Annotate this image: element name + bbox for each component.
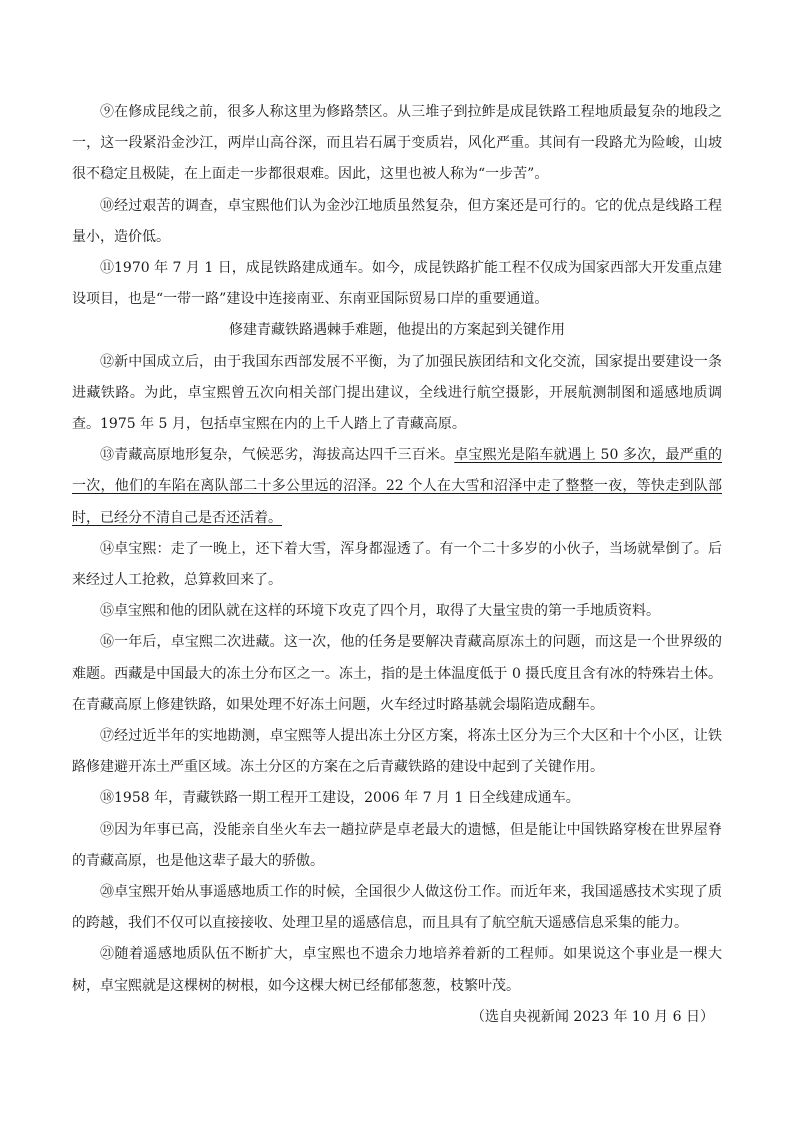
paragraph-14: ⑭卓宝熙：走了一晚上，还下着大雪，浑身都湿透了。有一个二十多岁的小伙子，当场就晕倒了。后来经过人工抢救，总算救回来了。 <box>72 540 722 589</box>
source-citation: （选自央视新闻 2023 年 10 月 6 日） <box>470 1008 714 1025</box>
paragraph-17: ⑰经过近半年的实地勘测，卓宝熙等人提出冻土分区方案，将冻土区分为三个大区和十个小区，让铁路修建避开冻土严重区域。冻土分区的方案在之后青藏铁路的建设中起到了关键作用。 <box>72 728 722 776</box>
paragraph-9: ⑨在修成昆线之前，很多人称这里为修路禁区。从三堆子到拉鲊是成昆铁路工程地质最复杂的地段之一，这一段紧沿金沙江，两岸山高谷深，而且岩石属于变质岩，风化严重。其间有一段路尤为险峻，山坡很不稳定且极陡，在上面走一步都很艰难。因此，这里也被人称为“一步苦”。 <box>72 104 722 183</box>
paragraph-21: ㉑随着遥感地质队伍不断扩大，卓宝熙也不遗余力地培养着新的工程师。如果说这个事业是一棵大树，卓宝熙就是这棵树的树根，如今这棵大树已经郁郁葱葱，枝繁叶茂。 <box>72 946 722 994</box>
paragraph-19: ⑲因为年事已高，没能亲自坐火车去一趟拉萨是卓老最大的遗憾，但是能让中国铁路穿梭在世界屋脊的青藏高原，也是他这辈子最大的骄傲。 <box>72 821 722 869</box>
paragraph-20: ⑳卓宝熙开始从事遥感地质工作的时候，全国很少人做这份工作。而近年来，我国遥感技术实现了质的跨越，我们不仅可以直接接收、处理卫星的遥感信息，而且具有了航空航天遥感信息采集的能力。 <box>72 884 722 932</box>
paragraph-13 <box>72 440 722 534</box>
paragraph-16: ⑯一年后，卓宝熙二次进藏。这一次，他的任务是要解决青藏高原冻土的问题，而这是一个世界级的难题。西藏是中国最大的冻土分布区之一。冻土，指的是土体温度低于 0 摄氏度且含有冰的特殊岩土体。在青藏高原上修建铁路，如果处理不好冻土问题，火车经过时路基就会塌陷造成翻车。 <box>72 634 722 713</box>
paragraph-12: ⑫新中国成立后，由于我国东西部发展不平衡，为了加强民族团结和文化交流，国家提出要建设一条进藏铁路。为此，卓宝熙曾五次向相关部门提出建议，全线进行航空摄影，开展航测制图和遥感地质调查。1975 年 5 月，包括卓宝熙在内的上千人踏上了青藏高原。 <box>72 353 722 433</box>
article-body <box>72 97 722 1033</box>
paragraph-11: ⑪1970 年 7 月 1 日，成昆铁路建成通车。如今，成昆铁路扩能工程不仅成为国家西部大开发重点建设项目，也是“一带一路”建设中连接南亚、东南亚国际贸易口岸的重要通道。 <box>72 260 722 308</box>
paragraph-13-plain: ⑬青藏高原地形复杂，气候恶劣，海拔高达四千三百米。 <box>100 447 455 464</box>
paragraph-10: ⑩经过艰苦的调查，卓宝熙他们认为金沙江地质虽然复杂，但方案还是可行的。它的优点是线路工程量小，造价低。 <box>72 197 722 245</box>
paragraph-18: ⑱1958 年，青藏铁路一期工程开工建设，2006 年 7 月 1 日全线建成通车。 <box>100 790 580 807</box>
paragraph-13-underlined: 卓宝熙光是陷车就遇上 50 多次，最严重的一次，他们的车陷在离队部二十多公里远的沼泽。22 个人在大雪和沼泽中走了整整一夜，等快走到队部时，已经分不清自己是否还活着。 <box>72 447 722 526</box>
section-heading: 修建青藏铁路遇棘手难题，他提出的方案起到关键作用 <box>229 322 565 339</box>
paragraph-15: ⑮卓宝熙和他的团队就在这样的环境下攻克了四个月，取得了大量宝贵的第一手地质资料。 <box>100 603 660 620</box>
